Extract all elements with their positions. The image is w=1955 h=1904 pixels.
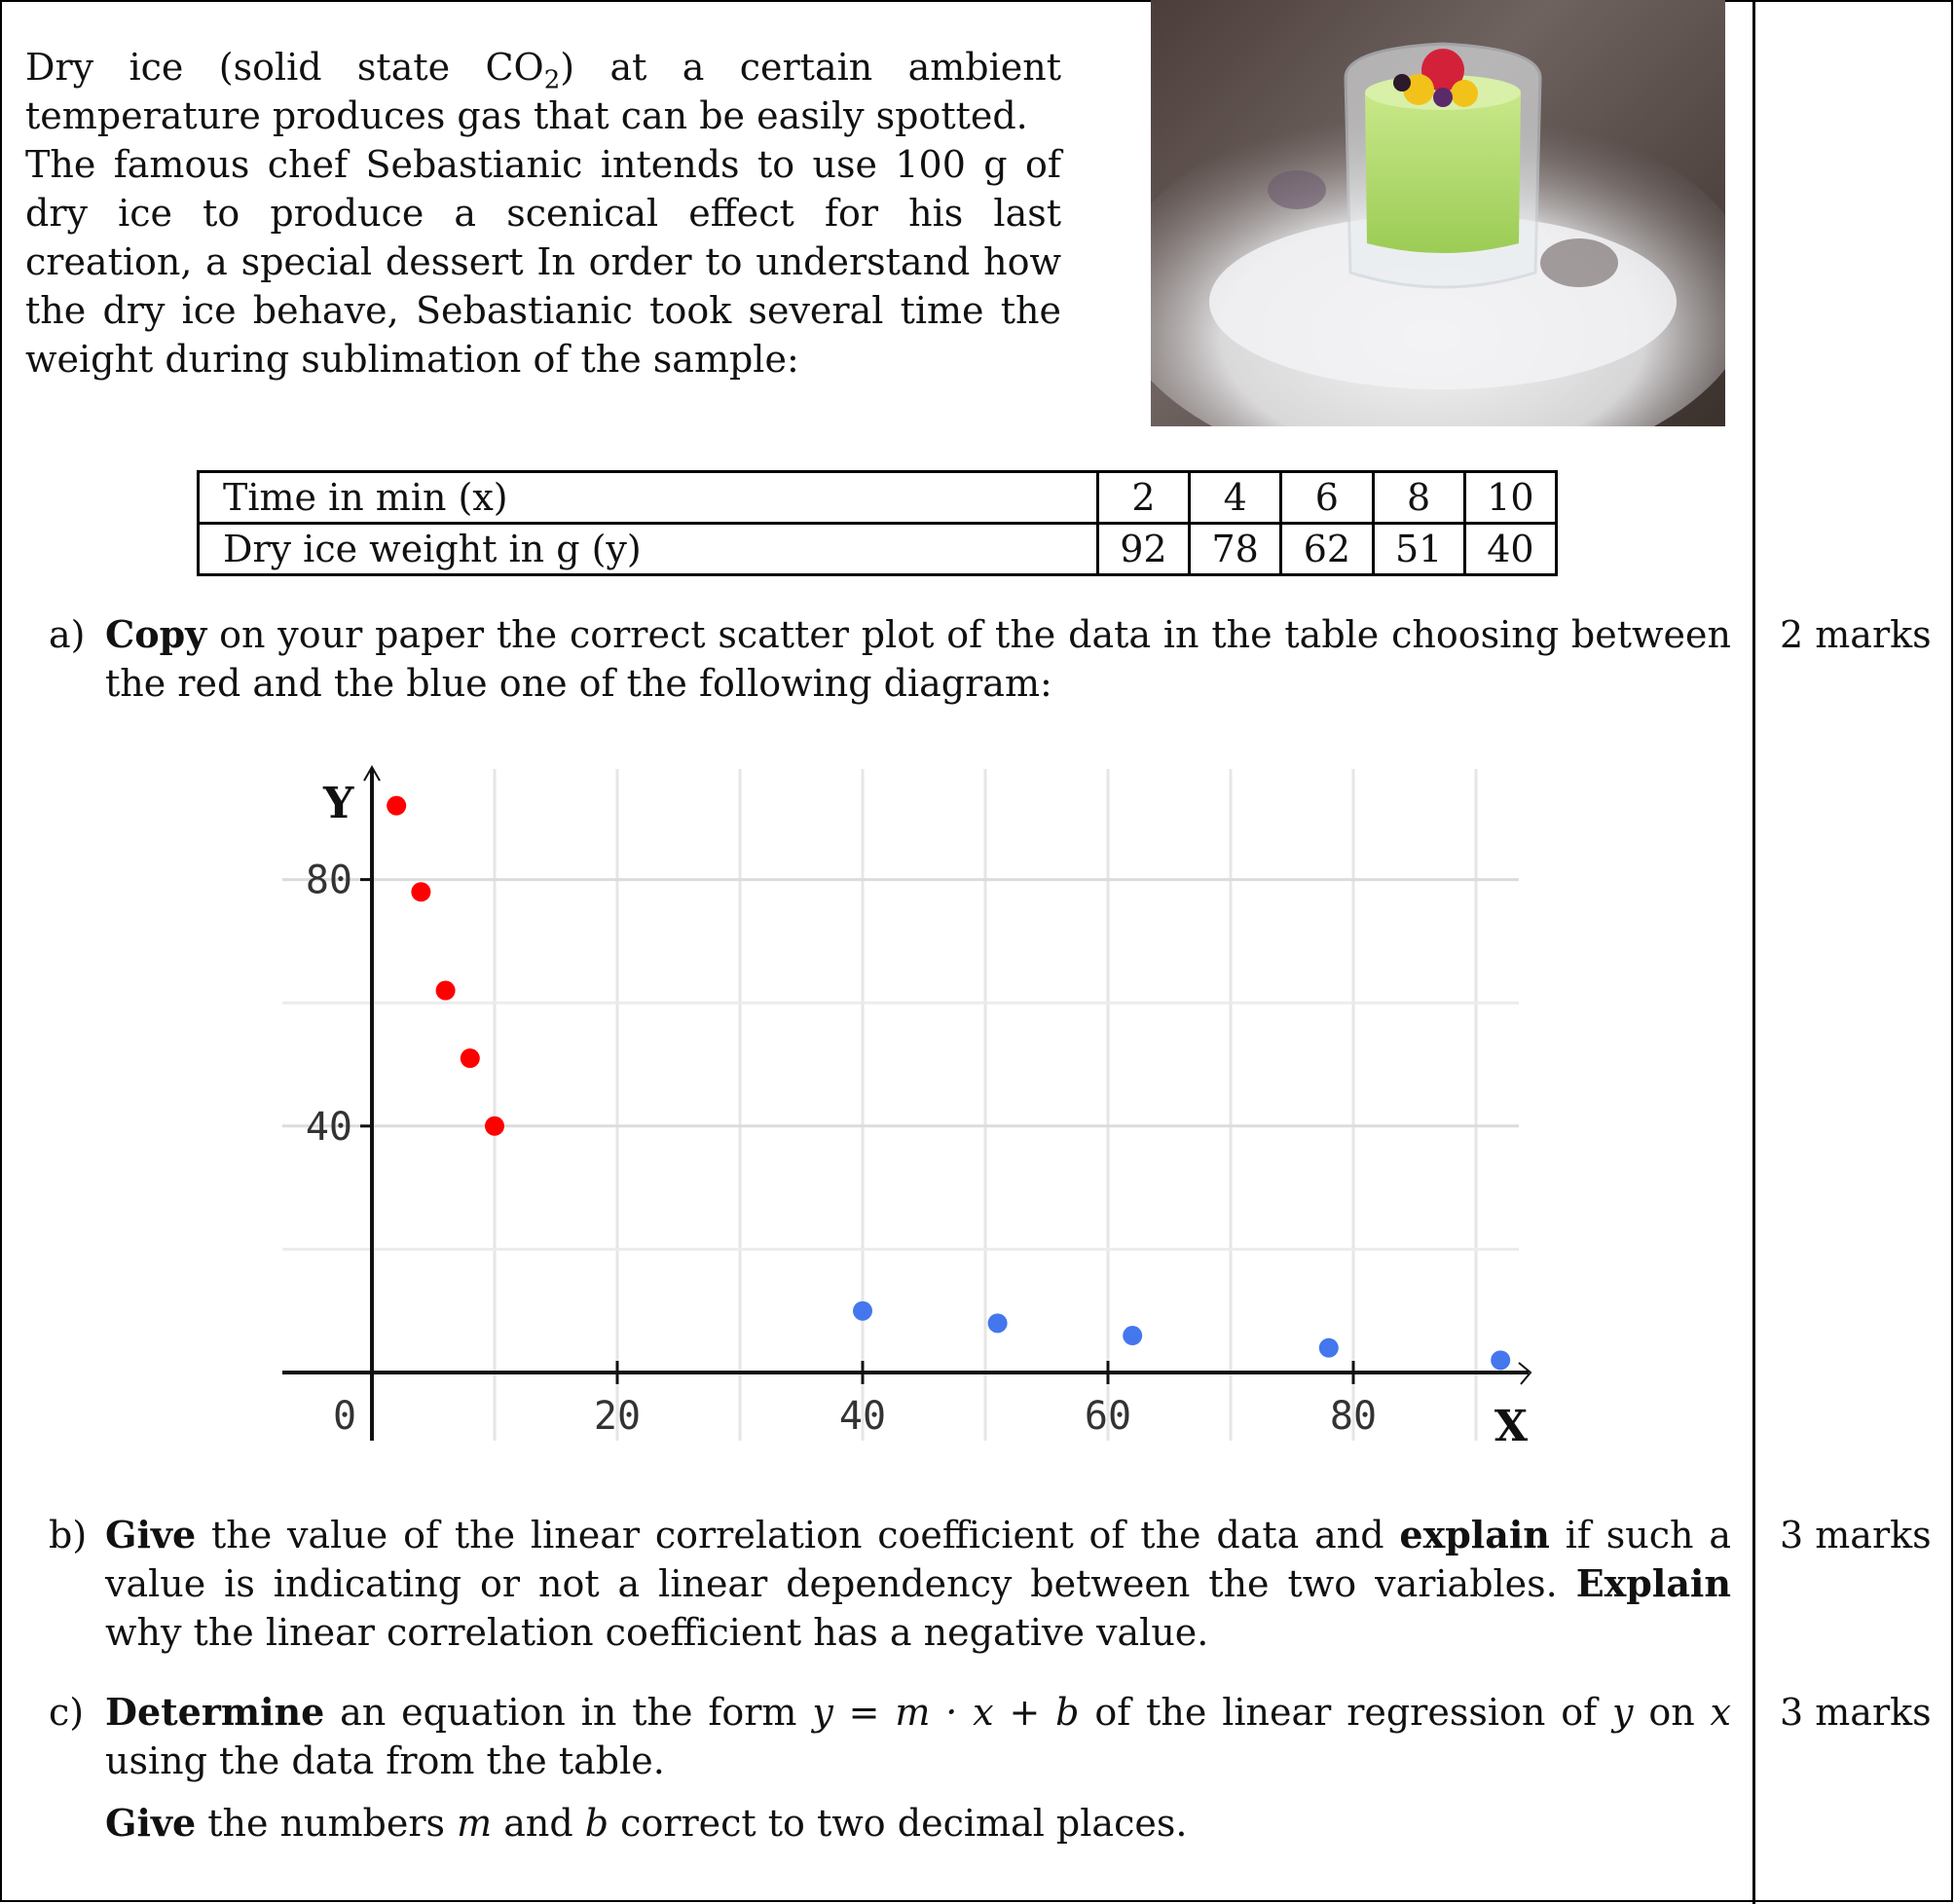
intro-line1 — [25, 43, 1061, 140]
x-tick-label: 20 — [593, 1394, 642, 1439]
chart-axes — [282, 767, 1531, 1441]
question-letter: a) — [49, 613, 86, 656]
question-b-keyword: explain — [1399, 1513, 1550, 1556]
question-c-part1 — [105, 1688, 1731, 1785]
question-b-keyword: Give — [105, 1513, 197, 1556]
table-cell: 6 — [1281, 472, 1373, 524]
intro-line1-pre: Dry ice (solid state CO — [25, 46, 544, 89]
question-letter: c) — [49, 1691, 85, 1734]
table-label-time: Time in min (x) — [199, 472, 1098, 524]
question-a-keyword: Copy — [105, 612, 207, 656]
table-row-weight — [199, 524, 1557, 575]
red-data-point — [436, 981, 456, 1001]
question-c-body-5: the numbers — [196, 1802, 458, 1845]
table-row-time — [199, 472, 1557, 524]
var-b: b — [584, 1802, 609, 1845]
chart-tick-labels — [306, 859, 1377, 1439]
question-b-body-2: if such a value is indicating or not a linear dependency between the two variables. — [105, 1514, 1732, 1605]
regression-equation: y = m · x + b — [812, 1691, 1080, 1734]
question-c-body-2: of the linear regression of — [1079, 1691, 1612, 1734]
table-label-weight: Dry ice weight in g (y) — [199, 524, 1098, 575]
question-c — [49, 1688, 1733, 1883]
x-tick-label: 40 — [838, 1394, 887, 1439]
question-c-body-1: an equation in the form — [324, 1691, 813, 1734]
question-c-keyword: Give — [105, 1801, 197, 1845]
blue-data-point — [1319, 1338, 1339, 1358]
intro-text — [25, 43, 1061, 384]
table-cell: 78 — [1190, 524, 1281, 575]
intro-line1-post: ) at a certain ambient temperature produces gas that can be easily spotted. — [25, 46, 1061, 137]
y-tick-label: 40 — [305, 1104, 352, 1150]
var-m: m — [457, 1802, 493, 1845]
question-b-keyword: Explain — [1575, 1561, 1731, 1605]
question-c-body-4: using the data from the table. — [105, 1739, 665, 1782]
question-c-keyword: Determine — [105, 1690, 325, 1734]
y-tick-label: 80 — [305, 858, 352, 903]
marks-c: 3 marks — [1780, 1691, 1932, 1734]
chart-grid — [282, 759, 1519, 1441]
question-b-body-1: the value of the linear correlation coefficient of the data and — [196, 1514, 1400, 1556]
dessert-photo-icon — [1151, 0, 1725, 426]
marks-a: 2 marks — [1780, 613, 1932, 656]
question-c-body-7: correct to two decimal places. — [609, 1802, 1188, 1845]
marks-b: 3 marks — [1780, 1514, 1932, 1556]
question-c-body-3: on — [1633, 1691, 1711, 1734]
x-tick-label: 60 — [1084, 1394, 1132, 1439]
table-cell: 4 — [1190, 472, 1281, 524]
question-b — [49, 1511, 1733, 1666]
data-table — [197, 470, 1558, 576]
x-tick-label: 0 — [332, 1394, 357, 1439]
table-cell: 40 — [1464, 524, 1556, 575]
x-tick-label: 80 — [1329, 1394, 1378, 1439]
question-letter: b) — [49, 1514, 88, 1556]
blue-data-point — [853, 1301, 872, 1321]
blue-data-point — [1123, 1326, 1142, 1345]
table-cell: 51 — [1373, 524, 1464, 575]
red-data-point — [411, 882, 430, 901]
question-b-body-3: why the linear correlation coefficient has a negative value. — [105, 1611, 1209, 1654]
question-b-text — [105, 1511, 1731, 1657]
y-axis-label: Y — [323, 779, 354, 828]
x-axis-label: X — [1494, 1402, 1529, 1450]
blue-data-point — [988, 1313, 1008, 1333]
var-x: x — [1710, 1691, 1731, 1734]
red-data-point — [461, 1048, 480, 1068]
table-cell: 2 — [1097, 472, 1189, 524]
table-cell: 62 — [1281, 524, 1373, 575]
intro-co2-subscript: 2 — [543, 65, 561, 95]
scatter-chart — [282, 759, 1548, 1450]
red-data-point — [387, 796, 406, 816]
question-a-text — [105, 610, 1731, 708]
table-cell: 8 — [1373, 472, 1464, 524]
question-c-part2 — [105, 1799, 1731, 1848]
table-cell: 92 — [1097, 524, 1189, 575]
red-data-point — [485, 1117, 504, 1136]
var-y: y — [1612, 1691, 1634, 1734]
question-a-body: on your paper the correct scatter plot of the data in the table choosing between the red and the blue one of the following diagram: — [105, 613, 1731, 705]
question-c-text — [105, 1688, 1731, 1848]
marks-column-divider — [1752, 0, 1755, 1904]
intro-paragraph2: The famous chef Sebastianic intends to use 100 g of dry ice to produce a scenical effect for his last creation, a special dessert In order to understand how the dry ice behave, Sebastianic took several time the weight during sublimation of the sample: — [25, 143, 1061, 381]
question-c-body-6: and — [492, 1802, 585, 1845]
blue-data-point — [1491, 1350, 1510, 1370]
chart-points — [387, 796, 1510, 1371]
table-cell: 10 — [1464, 472, 1556, 524]
question-a — [49, 610, 1733, 717]
